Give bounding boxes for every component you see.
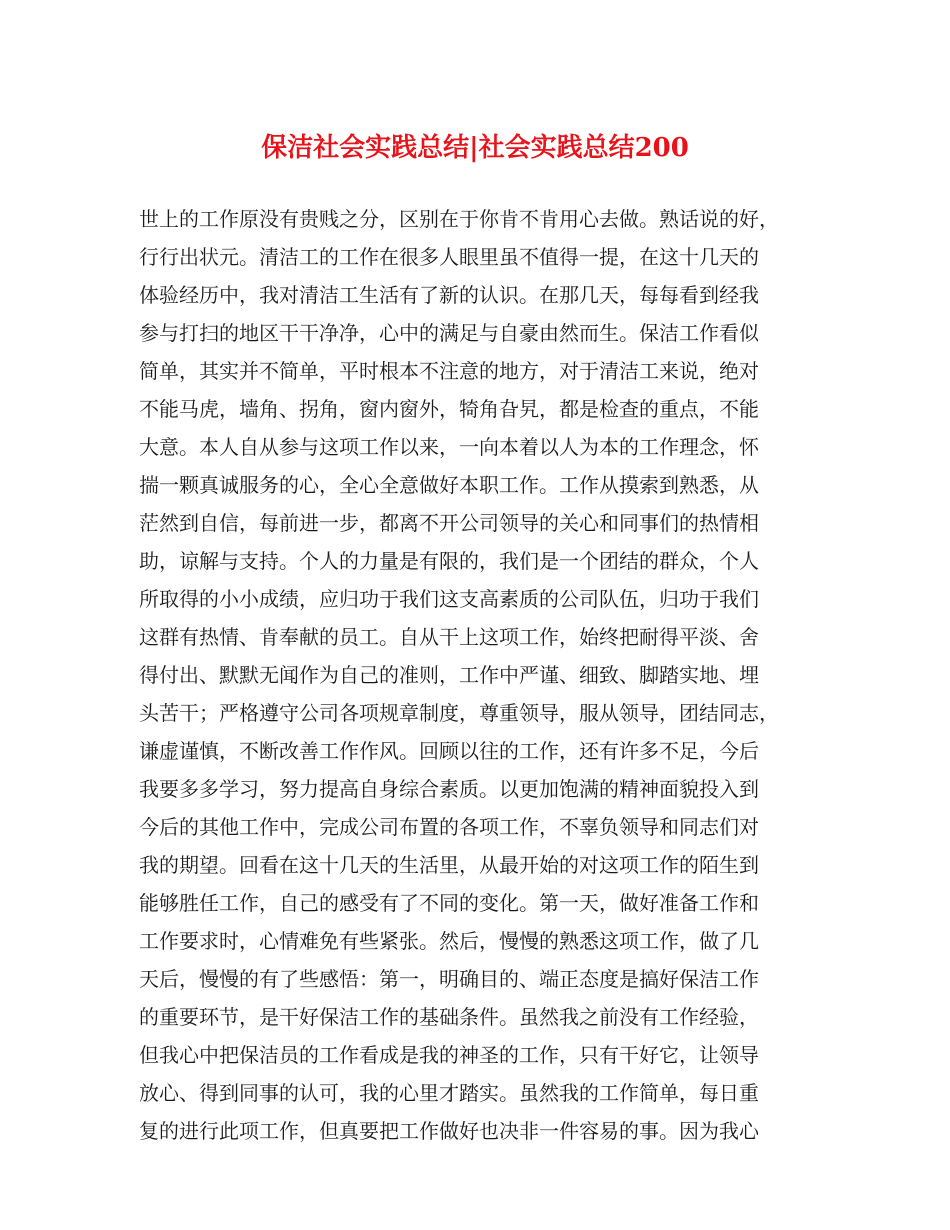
- body-line: 天后，慢慢的有了些感悟：第一，明确目的、端正态度是搞好保洁工作: [139, 967, 759, 991]
- body-line: 体验经历中，我对清洁工生活有了新的认识。在那几天，每每看到经我: [139, 283, 759, 307]
- body-line: 放心、得到同事的认可，我的心里才踏实。虽然我的工作简单，每日重: [139, 1081, 759, 1105]
- body-line: 但我心中把保洁员的工作看成是我的神圣的工作，只有干好它，让领导: [139, 1043, 759, 1067]
- body-line: 工作要求时，心情难免有些紧张。然后，慢慢的熟悉这项工作，做了几: [139, 929, 759, 953]
- body-line: 简单，其实并不简单，平时根本不注意的地方，对于清洁工来说，绝对: [139, 359, 759, 383]
- document-title: 保洁社会实践总结|社会实践总结200: [261, 133, 689, 163]
- body-line: 参与打扫的地区干干净净，心中的满足与自豪由然而生。保洁工作看似: [139, 321, 759, 345]
- body-line: 今后的其他工作中，完成公司布置的各项工作，不辜负领导和同志们对: [139, 815, 759, 839]
- body-line: 我要多多学习，努力提高自身综合素质。以更加饱满的精神面貌投入到: [139, 777, 759, 801]
- body-line: 茫然到自信，每前进一步，都离不开公司领导的关心和同事们的热情相: [139, 511, 759, 535]
- body-line: 这群有热情、肯奉献的员工。自从干上这项工作，始终把耐得平淡、舍: [139, 625, 759, 649]
- body-line: 揣一颗真诚服务的心，全心全意做好本职工作。工作从摸索到熟悉，从: [139, 473, 759, 497]
- body-line: 世上的工作原没有贵贱之分，区别在于你肯不肯用心去做。熟话说的好，: [139, 207, 779, 231]
- body-line: 所取得的小小成绩，应归功于我们这支高素质的公司队伍，归功于我们: [139, 587, 759, 611]
- body-line: 大意。本人自从参与这项工作以来，一向本着以人为本的工作理念，怀: [139, 435, 759, 459]
- body-line: 助，谅解与支持。个人的力量是有限的，我们是一个团结的群众，个人: [139, 549, 759, 573]
- body-line: 行行出状元。清洁工的工作在很多人眼里虽不值得一提，在这十几天的: [139, 245, 759, 269]
- body-line: 不能马虎，墙角、拐角，窗内窗外，犄角旮旯，都是检查的重点，不能: [139, 397, 759, 421]
- body-line: 头苦干；严格遵守公司各项规章制度，尊重领导，服从领导，团结同志，: [139, 701, 779, 725]
- document-body: [139, 200, 819, 1150]
- body-line: 复的进行此项工作，但真要把工作做好也决非一件容易的事。因为我心: [139, 1119, 759, 1143]
- body-line: 能够胜任工作，自己的感受有了不同的变化。第一天，做好准备工作和: [139, 891, 759, 915]
- body-line: 我的期望。回看在这十几天的生活里，从最开始的对这项工作的陌生到: [139, 853, 759, 877]
- body-line: 的重要环节，是干好保洁工作的基础条件。虽然我之前没有工作经验，: [139, 1005, 759, 1029]
- body-line: 得付出、默默无闻作为自己的准则，工作中严谨、细致、脚踏实地、埋: [139, 663, 759, 687]
- body-line: 谦虚谨慎，不断改善工作作风。回顾以往的工作，还有许多不足，今后: [139, 739, 759, 763]
